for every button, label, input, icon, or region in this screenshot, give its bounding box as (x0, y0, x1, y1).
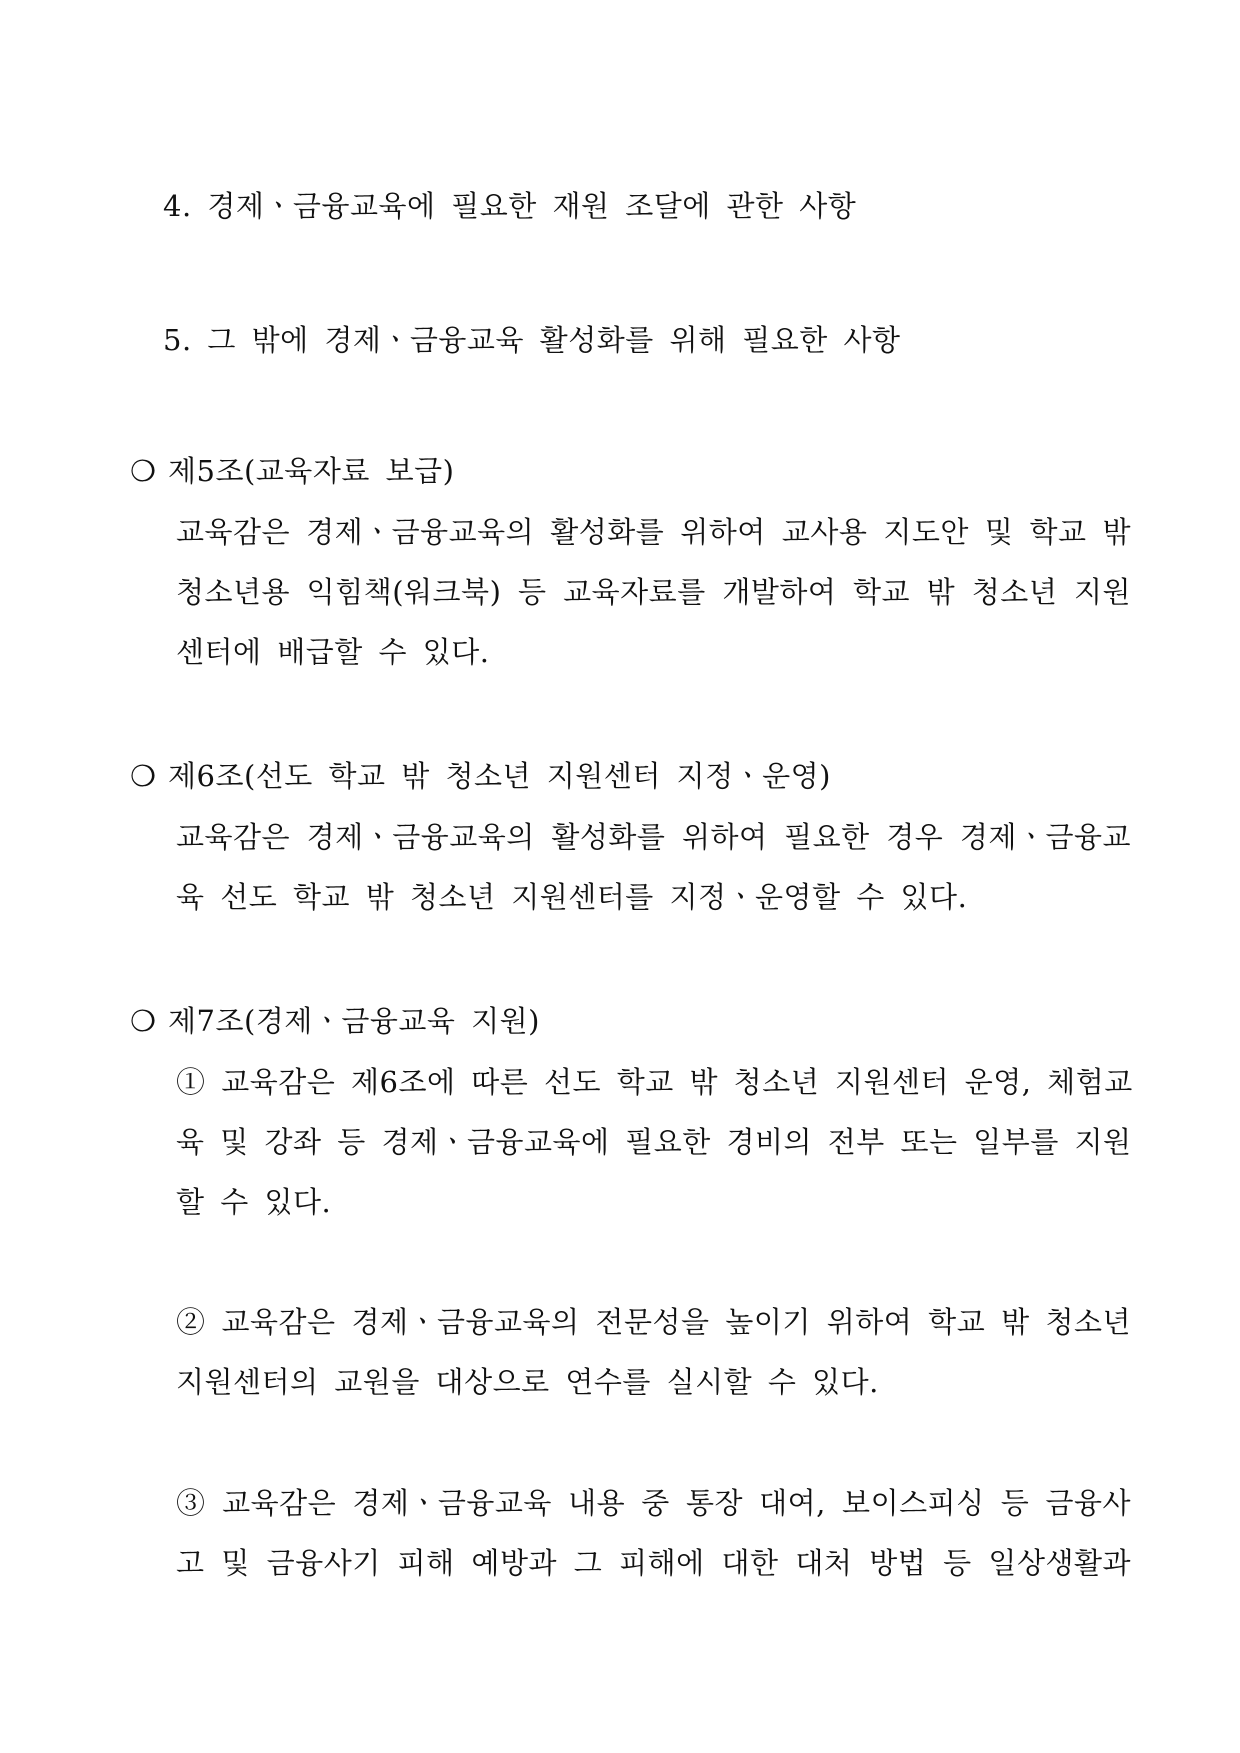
article-6-heading: 제6조(선도 학교 밖 청소년 지원센터 지정ㆍ운영) (168, 759, 831, 793)
article-7-para-1-line: 할 수 있다. (176, 1185, 332, 1219)
article-5-line: 센터에 배급할 수 있다. (176, 635, 490, 669)
article-5-line: 교육감은 경제ㆍ금융교육의 활성화를 위하여 교사용 지도안 및 학교 밖 (176, 515, 1131, 549)
article-7-heading-row (130, 1001, 540, 1041)
article-7-para-1-line: ① 교육감은 제6조에 따른 선도 학교 밖 청소년 지원센터 운영, 체험교 (176, 1065, 1133, 1099)
article-5-heading-row (130, 451, 454, 491)
article-5-line: 청소년용 익힘책(워크북) 등 교육자료를 개발하여 학교 밖 청소년 지원 (176, 575, 1131, 609)
circle-bullet-icon: ❍ (130, 759, 157, 793)
article-7-heading: 제7조(경제ㆍ금융교육 지원) (168, 1004, 540, 1038)
circle-bullet-icon: ❍ (130, 454, 157, 488)
article-7-para-3-line: ③ 교육감은 경제ㆍ금융교육 내용 중 통장 대여, 보이스피싱 등 금융사 (176, 1486, 1131, 1520)
article-7-para-3-line: 고 및 금융사기 피해 예방과 그 피해에 대한 대처 방법 등 일상생활과 (176, 1546, 1131, 1580)
article-5-heading: 제5조(교육자료 보급) (168, 454, 455, 488)
circle-bullet-icon: ❍ (130, 1004, 157, 1038)
list-item-4: 4. 경제ㆍ금융교육에 필요한 재원 조달에 관한 사항 (163, 189, 857, 223)
article-6-line: 육 선도 학교 밖 청소년 지원센터를 지정ㆍ운영할 수 있다. (176, 880, 968, 914)
article-7-para-2-line: 지원센터의 교원을 대상으로 연수를 실시할 수 있다. (176, 1365, 879, 1399)
list-item-5: 5. 그 밖에 경제ㆍ금융교육 활성화를 위해 필요한 사항 (163, 323, 901, 357)
article-6-heading-row (130, 756, 831, 796)
article-7-para-2-line: ② 교육감은 경제ㆍ금융교육의 전문성을 높이기 위하여 학교 밖 청소년 (176, 1305, 1131, 1339)
article-7-para-1-line: 육 및 강좌 등 경제ㆍ금융교육에 필요한 경비의 전부 또는 일부를 지원 (176, 1125, 1132, 1159)
article-6-line: 교육감은 경제ㆍ금융교육의 활성화를 위하여 필요한 경우 경제ㆍ금융교 (176, 820, 1131, 854)
